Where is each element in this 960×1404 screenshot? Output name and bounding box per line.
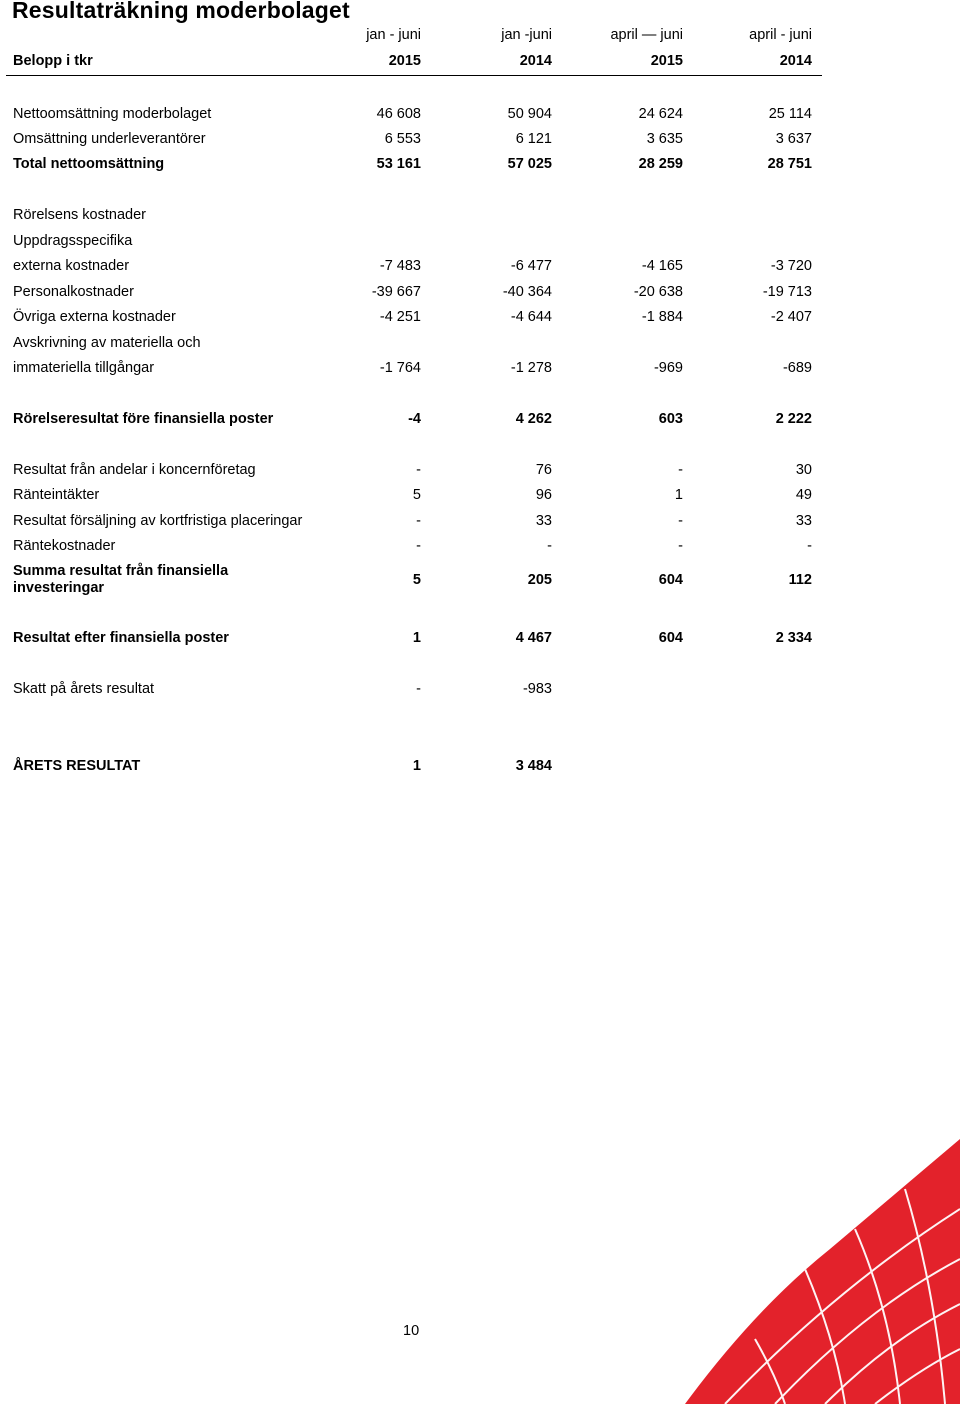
row-value: 3 484 xyxy=(515,758,552,774)
row-value: 6 121 xyxy=(515,131,552,147)
row-value: 2 334 xyxy=(775,630,812,646)
row-value: -3 720 xyxy=(770,258,812,274)
row-label: ÅRETS RESULTAT xyxy=(13,758,141,774)
column-header-period: jan - juni xyxy=(366,27,421,43)
unit-label: Belopp i tkr xyxy=(13,53,93,69)
row-value: -4 165 xyxy=(641,258,683,274)
row-label: Övriga externa kostnader xyxy=(13,309,176,325)
row-value: - xyxy=(416,681,421,697)
header-divider xyxy=(6,75,822,76)
row-label: Ränteintäkter xyxy=(13,487,100,503)
row-value: - xyxy=(416,538,421,554)
column-header-year: 2014 xyxy=(519,53,552,69)
row-value: - xyxy=(807,538,812,554)
row-value: -1 884 xyxy=(641,309,683,325)
column-header-year: 2015 xyxy=(650,53,683,69)
row-value: - xyxy=(547,538,552,554)
row-value: -1 764 xyxy=(379,360,421,376)
row-value: 3 637 xyxy=(775,131,812,147)
row-label: Total nettoomsättning xyxy=(13,156,165,172)
row-label: Uppdragsspecifika xyxy=(13,233,133,249)
row-value: -4 644 xyxy=(510,309,552,325)
row-label: Rörelsens kostnader xyxy=(13,207,146,223)
row-value: 33 xyxy=(795,513,812,529)
row-value: 604 xyxy=(658,572,683,588)
row-value: 53 161 xyxy=(376,156,421,172)
row-value: - xyxy=(416,513,421,529)
row-value: 604 xyxy=(658,630,683,646)
row-value: 1 xyxy=(674,487,683,503)
row-value: -4 251 xyxy=(379,309,421,325)
row-label: Resultat försäljning av kortfristiga placeringar xyxy=(13,513,303,529)
row-value: 46 608 xyxy=(376,106,421,122)
row-value: -1 278 xyxy=(510,360,552,376)
row-label: Nettoomsättning moderbolaget xyxy=(13,106,212,122)
row-label: Rörelseresultat före finansiella poster xyxy=(13,411,274,427)
column-header-period: april - juni xyxy=(749,27,812,43)
globe-decoration-icon xyxy=(685,1139,960,1404)
row-label: Räntekostnader xyxy=(13,538,116,554)
row-label: Personalkostnader xyxy=(13,284,134,300)
row-value: -6 477 xyxy=(510,258,552,274)
row-value: 5 xyxy=(412,572,421,588)
row-value: 28 751 xyxy=(767,156,812,172)
row-label: Skatt på årets resultat xyxy=(13,681,155,697)
row-value: -7 483 xyxy=(379,258,421,274)
row-value: 49 xyxy=(795,487,812,503)
row-value: 603 xyxy=(658,411,683,427)
row-label: Resultat från andelar i koncernföretag xyxy=(13,462,256,478)
row-value: 1 xyxy=(412,630,421,646)
row-value: -20 638 xyxy=(633,284,683,300)
row-value: 2 222 xyxy=(775,411,812,427)
row-value: -39 667 xyxy=(371,284,421,300)
row-label: Resultat efter finansiella poster xyxy=(13,630,229,646)
row-value: -969 xyxy=(653,360,683,376)
row-value: 50 904 xyxy=(507,106,552,122)
row-value: 4 262 xyxy=(515,411,552,427)
row-value: 30 xyxy=(795,462,812,478)
row-value: 205 xyxy=(527,572,552,588)
row-value: 57 025 xyxy=(507,156,552,172)
row-value: -4 xyxy=(408,411,421,427)
row-value: - xyxy=(678,513,683,529)
row-label: Omsättning underleverantörer xyxy=(13,131,206,147)
row-value: 25 114 xyxy=(768,106,812,122)
page-title: Resultaträkning moderbolaget xyxy=(12,0,350,23)
row-value: 5 xyxy=(412,487,421,503)
row-value: - xyxy=(678,462,683,478)
row-value: 3 635 xyxy=(646,131,683,147)
column-header-year: 2014 xyxy=(779,53,812,69)
column-header-period: jan -juni xyxy=(501,27,552,43)
row-value: - xyxy=(416,462,421,478)
row-value: -40 364 xyxy=(502,284,552,300)
row-label: immateriella tillgångar xyxy=(13,360,155,376)
column-header-period: april — juni xyxy=(610,27,683,43)
row-value: -983 xyxy=(522,681,552,697)
row-label: externa kostnader xyxy=(13,258,130,274)
row-value: -2 407 xyxy=(770,309,812,325)
page-number: 10 xyxy=(403,1323,420,1339)
row-label: Summa resultat från finansiella investeringar xyxy=(13,563,229,596)
row-value: -19 713 xyxy=(762,284,812,300)
row-value: 96 xyxy=(535,487,552,503)
row-value: 1 xyxy=(412,758,421,774)
column-header-year: 2015 xyxy=(388,53,421,69)
row-value: 4 467 xyxy=(515,630,552,646)
row-value: 112 xyxy=(788,572,812,588)
row-value: -689 xyxy=(782,360,812,376)
row-value: 33 xyxy=(535,513,552,529)
row-value: 76 xyxy=(535,462,552,478)
row-value: 6 553 xyxy=(384,131,421,147)
row-label: Avskrivning av materiella och xyxy=(13,335,201,351)
row-value: - xyxy=(678,538,683,554)
row-value: 28 259 xyxy=(638,156,683,172)
row-value: 24 624 xyxy=(638,106,683,122)
